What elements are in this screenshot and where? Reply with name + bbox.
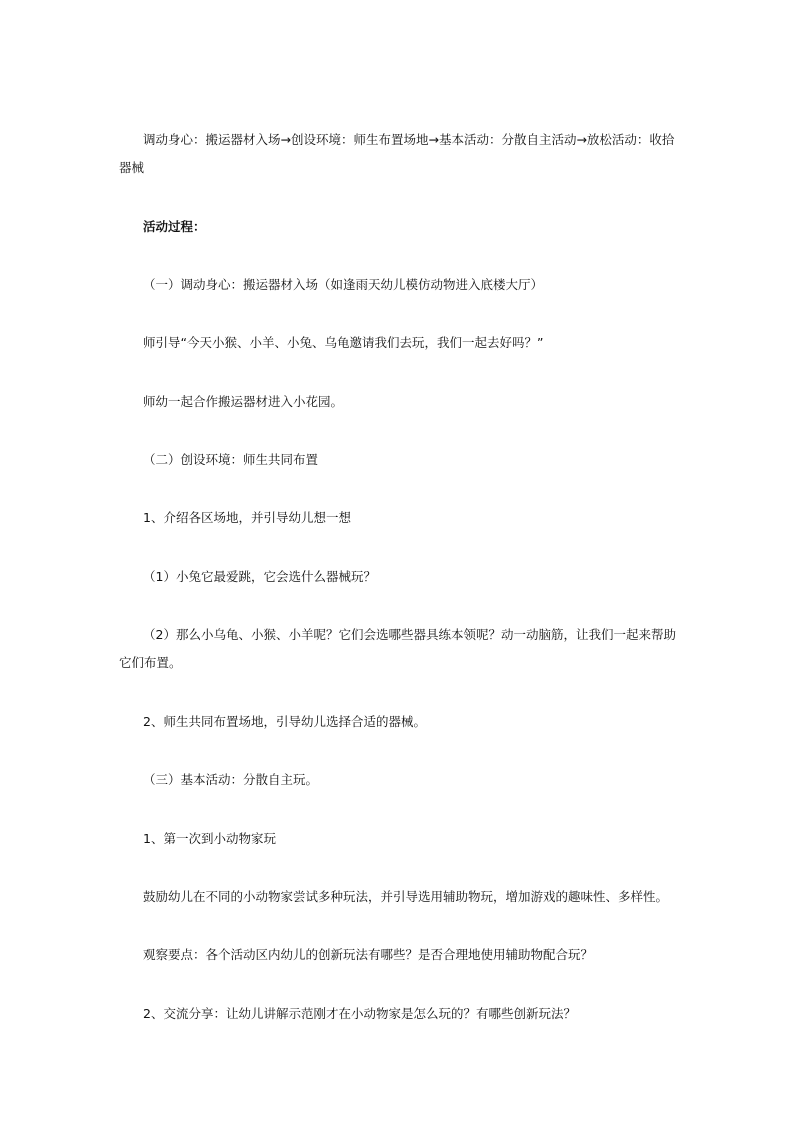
first-visit-paragraph: 1、第一次到小动物家玩 <box>143 831 276 846</box>
section-one-heading: （一）调动身心：搬运器材入场（如逢雨天幼儿模仿动物进入底楼大厅） <box>143 277 544 292</box>
encourage-paragraph: 鼓励幼儿在不同的小动物家尝试多种玩法，并引导选用辅助物玩，增加游戏的趣味性、多样性。 <box>143 889 669 904</box>
subitem-two-paragraph: （2）那么小乌龟、小猴、小羊呢？它们会选哪些器具练本领呢？动一动脑筋，让我们一起来帮助它们布置。 <box>119 627 676 670</box>
process-heading: 活动过程： <box>143 219 206 234</box>
observation-paragraph: 观察要点：各个活动区内幼儿的创新玩法有哪些？是否合理地使用辅助物配合玩？ <box>143 947 594 962</box>
flow-summary-paragraph: 调动身心：搬运器材入场→创设环境：师生布置场地→基本活动：分散自主活动→放松活动：收拾器械 <box>119 132 675 175</box>
equipment-paragraph: 师幼一起合作搬运器材进入小花园。 <box>143 394 344 409</box>
item-one-paragraph: 1、介绍各区场地，并引导幼儿想一想 <box>143 510 351 525</box>
section-two-heading: （二）创设环境：师生共同布置 <box>143 452 319 467</box>
teacher-guide-paragraph: 师引导“今天小猴、小羊、小兔、乌龟邀请我们去玩，我们一起去好吗？” <box>143 335 544 350</box>
item-two-paragraph: 2、师生共同布置场地，引导幼儿选择合适的器械。 <box>143 714 426 729</box>
sharing-paragraph: 2、交流分享：让幼儿讲解示范刚才在小动物家是怎么玩的？有哪些创新玩法？ <box>143 1006 576 1021</box>
section-three-heading: （三）基本活动：分散自主玩。 <box>143 772 319 787</box>
subitem-one-paragraph: （1）小兔它最爱跳，它会选什么器械玩？ <box>143 569 376 584</box>
